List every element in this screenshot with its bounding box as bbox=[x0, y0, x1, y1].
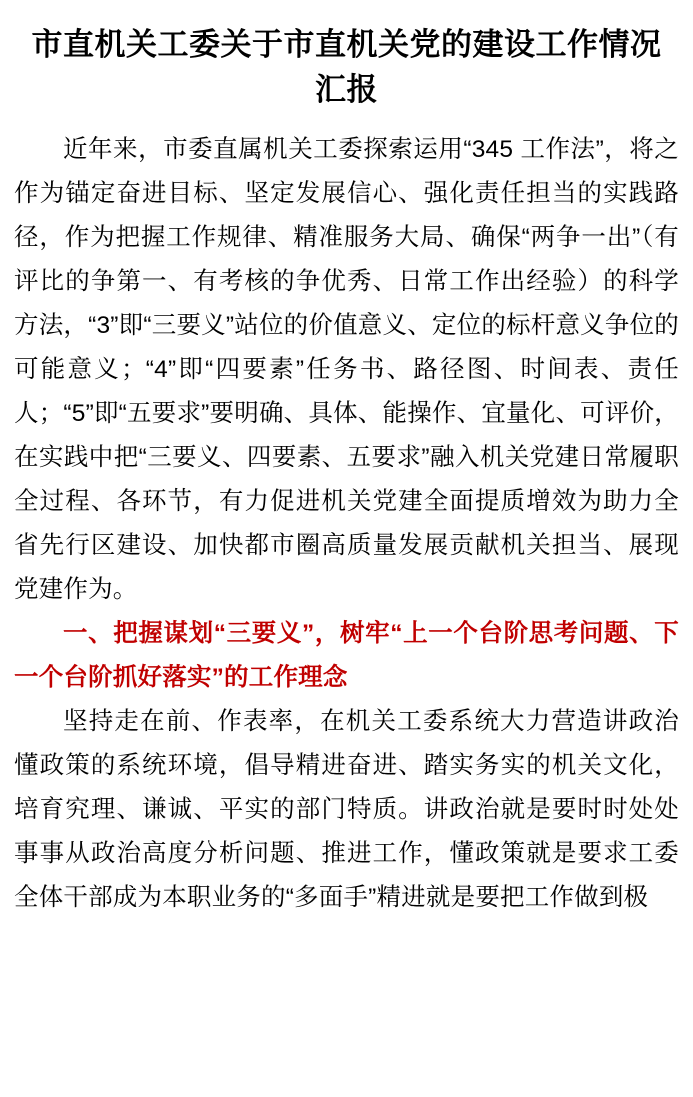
section-heading-one: 一、把握谋划“三要义”，树牢“上一个台阶思考问题、下一个台阶抓好落实”的工作理念 bbox=[14, 620, 679, 691]
paragraph-section-one-body: 坚持走在前、作表率，在机关工委系统大力营造讲政治懂政策的系统环境，倡导精进奋进、踏实务实的机关文化，培育究理、谦诚、平实的部门特质。讲政治就是要时时处处事事从政治高度分析问题、推进工作，懂政策就是要求工委全体干部成为本职业务的“多面手”精进就是要把工作做到极 bbox=[14, 708, 679, 911]
paragraph-intro: 近年来，市委直属机关工委探索运用“345 工作法”，将之作为锚定奋进目标、坚定发展信心、强化责任担当的实践路径，作为把握工作规律、精准服务大局、确保“两争一出”（有评比的争第一、有考核的争优秀、日常工作出经验）的科学方法，“3”即“三要义”站位的价值意义、定位的标杆意义争位的可能意义；“4”即“四要素”任务书、路径图、时间表、责任人；“5”即“五要求”要明确、具体、能操作、宜量化、可评价，在实践中把“三要义、四要素、五要求”融入机关党建日常履职全过程、各环节，有力促进机关党建全面提质增效为助力全省先行区建设、加快都市圈高质量发展贡献机关担当、展现党建作为。 bbox=[14, 136, 679, 603]
page-title: 市直机关工委关于市直机关党的建设工作情况汇报 bbox=[31, 27, 662, 107]
